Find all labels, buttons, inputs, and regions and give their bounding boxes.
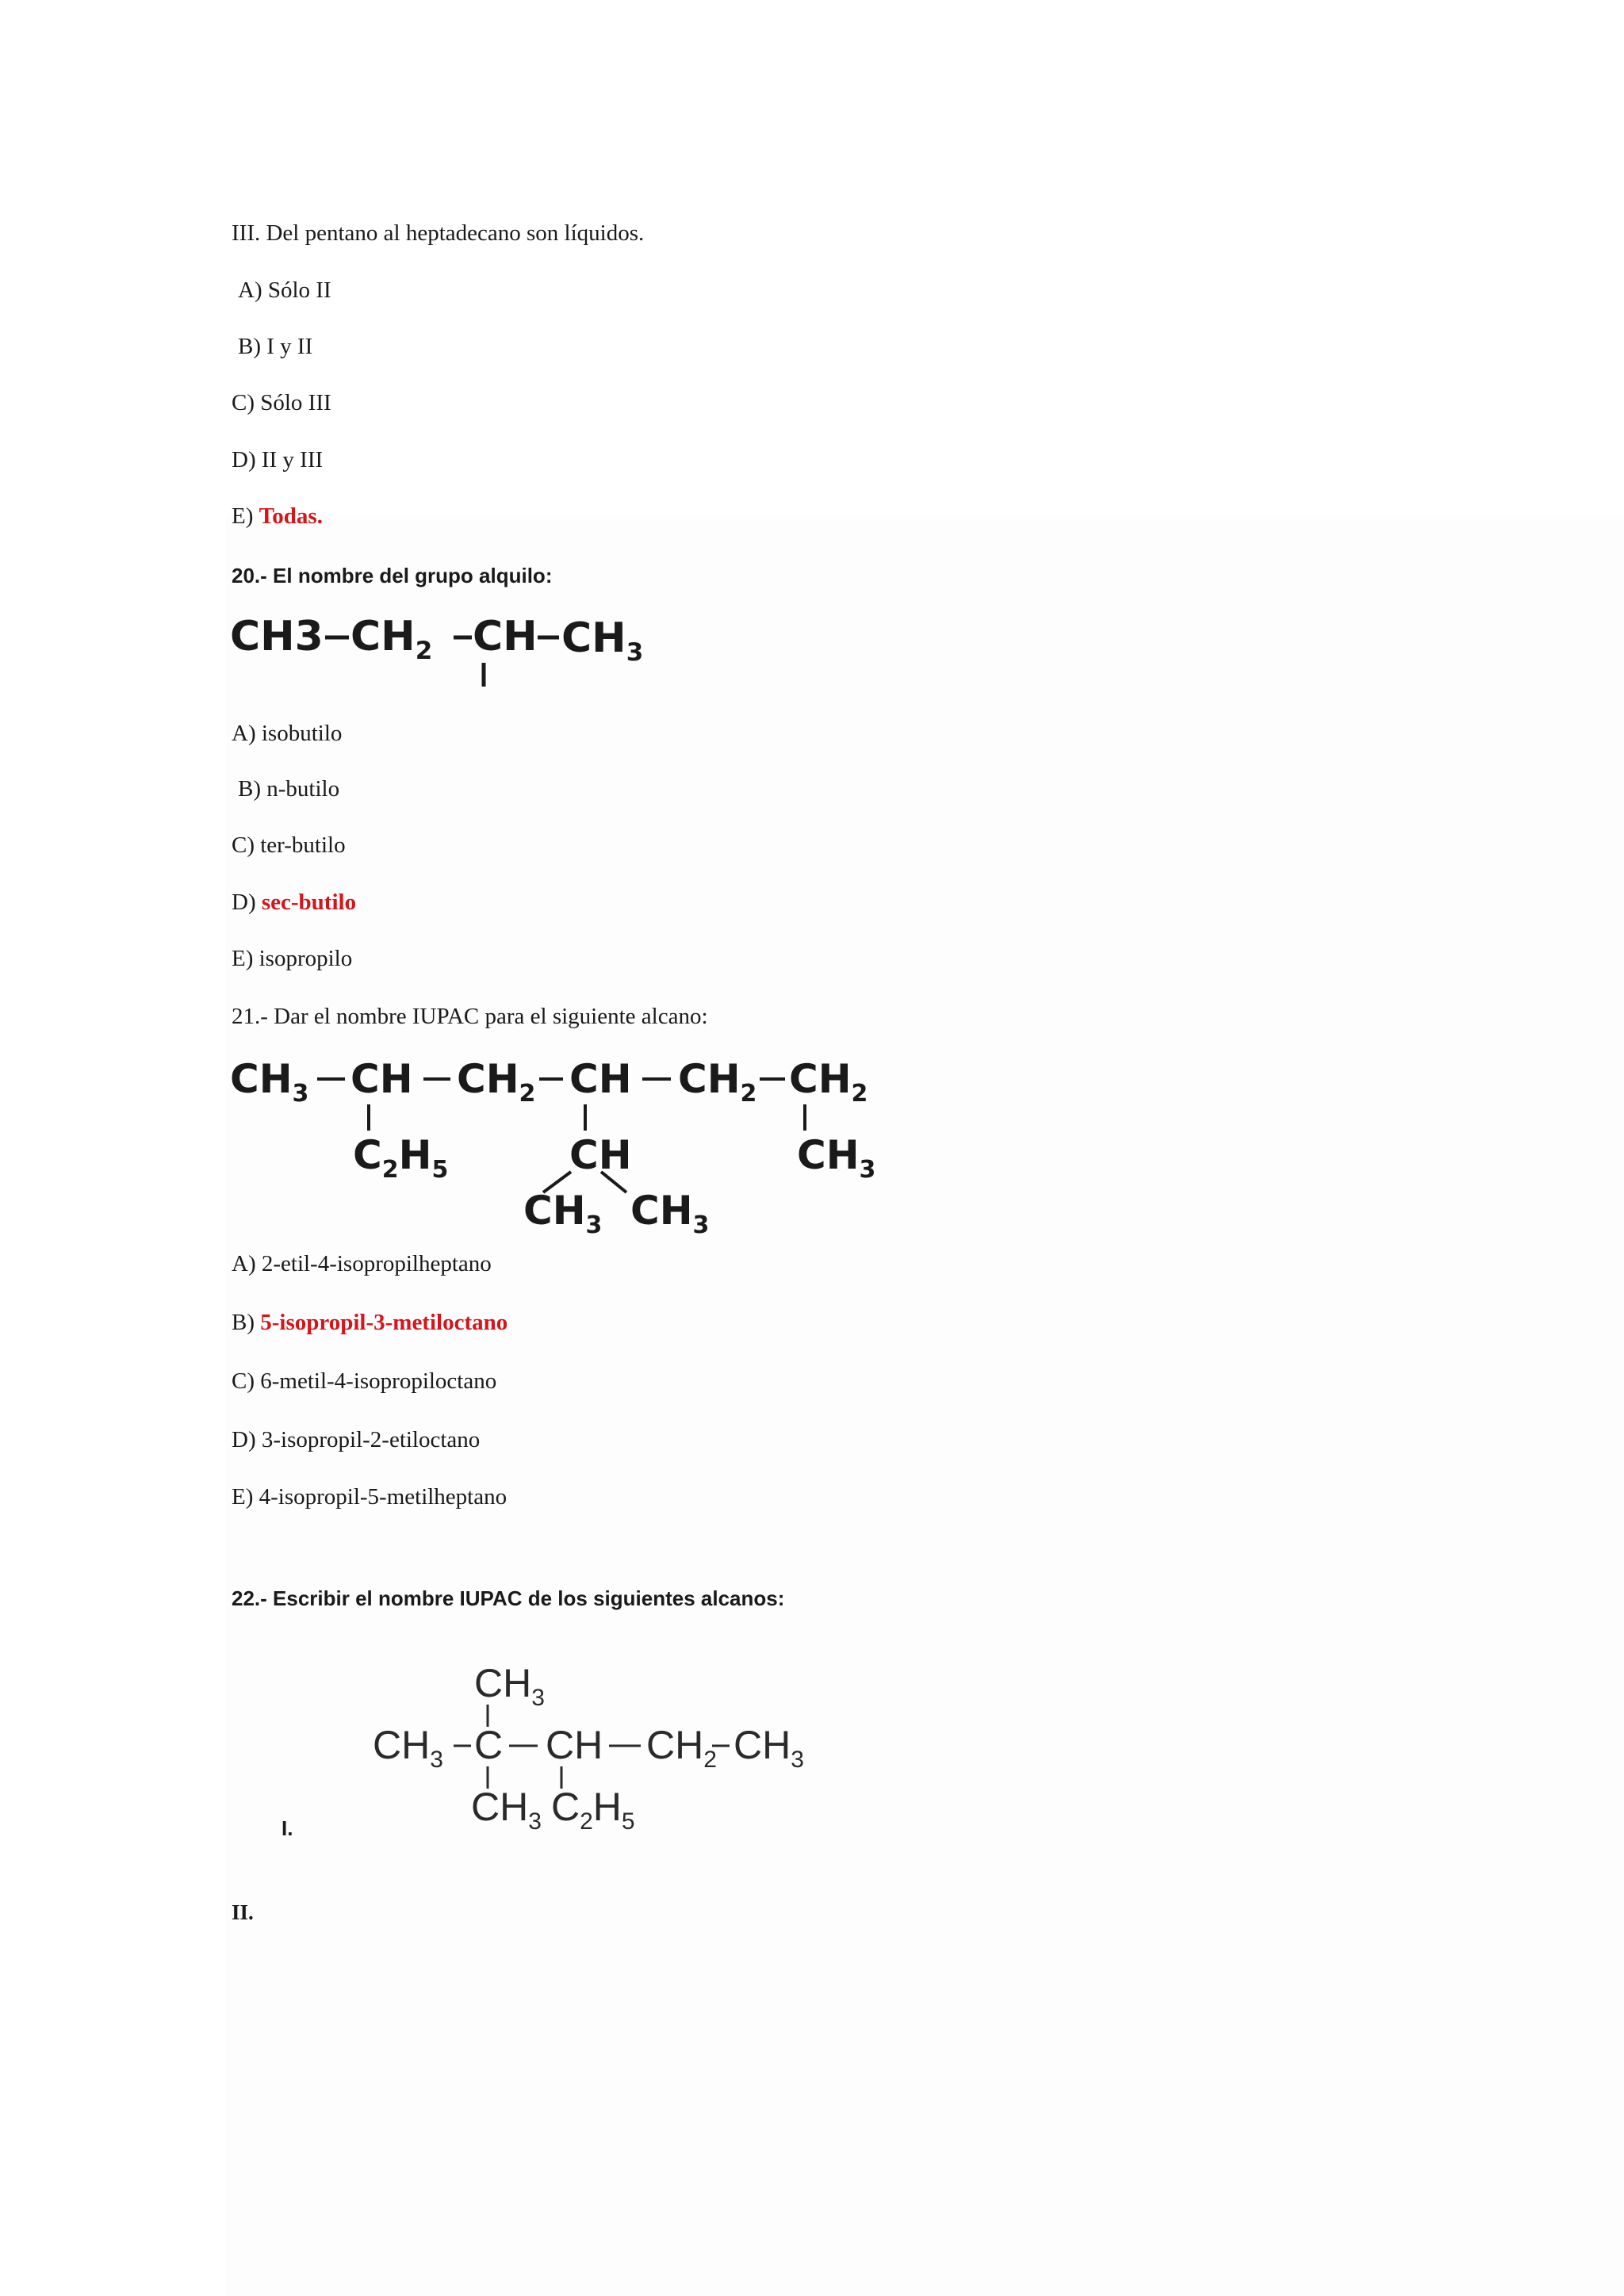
q21-structure-diagram [230, 1053, 880, 1243]
q19-option-a [238, 276, 331, 304]
option-letter: E) [232, 946, 254, 971]
statement-iii: III. Del pentano al heptadecano son líquidos. [232, 220, 645, 246]
bottom-ethyl: $C_2H_5$ [551, 1785, 635, 1835]
isopropyl-ch3-right: $CH_3$ [630, 1188, 710, 1239]
top-ch3: $CH_3$ [474, 1661, 545, 1711]
option-text: Sólo II [267, 277, 331, 303]
scan-background-region [226, 515, 1624, 2296]
option-text: 4-isopropil-5-metilheptano [259, 1484, 508, 1510]
main-ch3-right: $CH_3$ [733, 1723, 804, 1773]
option-letter: D) [232, 890, 256, 915]
option-text: 3-isopropil-2-etiloctano [261, 1427, 481, 1452]
q20-structure-diagram [230, 610, 674, 698]
option-letter: E) [232, 503, 254, 529]
option-letter: E) [232, 1484, 254, 1510]
q22-structure-i-diagram [373, 1657, 817, 1855]
option-text: II y III [261, 447, 324, 473]
q21-option-a [232, 1249, 492, 1278]
item-ii-label: II. [232, 1900, 254, 1924]
q21-option-d [232, 1425, 480, 1454]
option-text: isobutilo [261, 721, 343, 746]
q20-option-c [232, 831, 346, 859]
group-ch2: $CH_2$ [350, 613, 433, 665]
option-letter: C) [232, 832, 255, 858]
q21-option-c [232, 1367, 496, 1395]
group-ch3-left: CH3 [230, 613, 324, 660]
correct-answer-text: sec-butilo [261, 890, 357, 915]
bottom-ch3: $CH_3$ [471, 1785, 542, 1835]
option-letter: A) [232, 1251, 256, 1276]
q19-option-c [232, 388, 331, 417]
main-ch3-left: $CH_3$ [373, 1723, 443, 1773]
q20-option-d [232, 888, 356, 916]
option-letter: C) [232, 1368, 255, 1394]
main-ch2-c6: $CH_2$ [789, 1056, 868, 1108]
option-text: isopropilo [259, 946, 353, 971]
q19-option-e [232, 502, 323, 530]
option-letter: B) [238, 776, 261, 802]
main-ch: CH [546, 1723, 603, 1767]
main-ch-c4: CH [569, 1056, 632, 1102]
terminal-ch3: $CH_3$ [797, 1132, 876, 1184]
option-letter: C) [232, 390, 255, 415]
option-letter: B) [232, 1310, 255, 1335]
item-i-label: I. [282, 1816, 293, 1840]
isopropyl-ch3-left: $CH_3$ [523, 1188, 603, 1239]
substituent-ethyl: $C_2H_5$ [353, 1132, 449, 1184]
option-text: Sólo III [260, 390, 331, 415]
option-letter: B) [238, 334, 261, 359]
q21-option-e [232, 1483, 507, 1511]
correct-answer-text: Todas. [259, 503, 323, 529]
q20-option-b [238, 775, 339, 803]
main-ch2-c3: $CH_2$ [457, 1056, 536, 1108]
substituent-isopropyl-ch: CH [569, 1132, 632, 1178]
q21-option-b [232, 1308, 508, 1337]
q19-option-b [238, 332, 312, 361]
option-letter: A) [232, 721, 256, 746]
option-letter: D) [232, 447, 256, 473]
question-21-title: 21.- Dar el nombre IUPAC para el siguiente alcano: [232, 1004, 708, 1029]
option-text: I y II [266, 334, 313, 359]
main-ch3: $CH_3$ [230, 1056, 309, 1108]
q20-option-a [232, 719, 342, 748]
option-letter: D) [232, 1427, 256, 1452]
option-text: 2-etil-4-isopropilheptano [261, 1251, 492, 1276]
option-text: 6-metil-4-isopropiloctano [260, 1368, 497, 1394]
q19-option-d [232, 446, 323, 474]
main-c-quaternary: C [474, 1723, 504, 1767]
main-ch2-c5: $CH_2$ [678, 1056, 757, 1108]
question-22-title: 22.- Escribir el nombre IUPAC de los siguientes alcanos: [232, 1586, 785, 1610]
q20-option-e [232, 944, 352, 973]
correct-answer-text: 5-isopropil-3-metiloctano [260, 1310, 508, 1335]
main-ch-c2: CH [350, 1056, 413, 1102]
group-ch3-right: $CH_3$ [561, 614, 644, 667]
group-ch: CH [473, 613, 538, 660]
option-text: ter-butilo [260, 832, 346, 858]
main-ch2: $CH_2$ [646, 1723, 717, 1773]
option-text: n-butilo [266, 776, 340, 802]
option-letter: A) [238, 277, 262, 303]
question-20-title: 20.- El nombre del grupo alquilo: [232, 564, 553, 587]
